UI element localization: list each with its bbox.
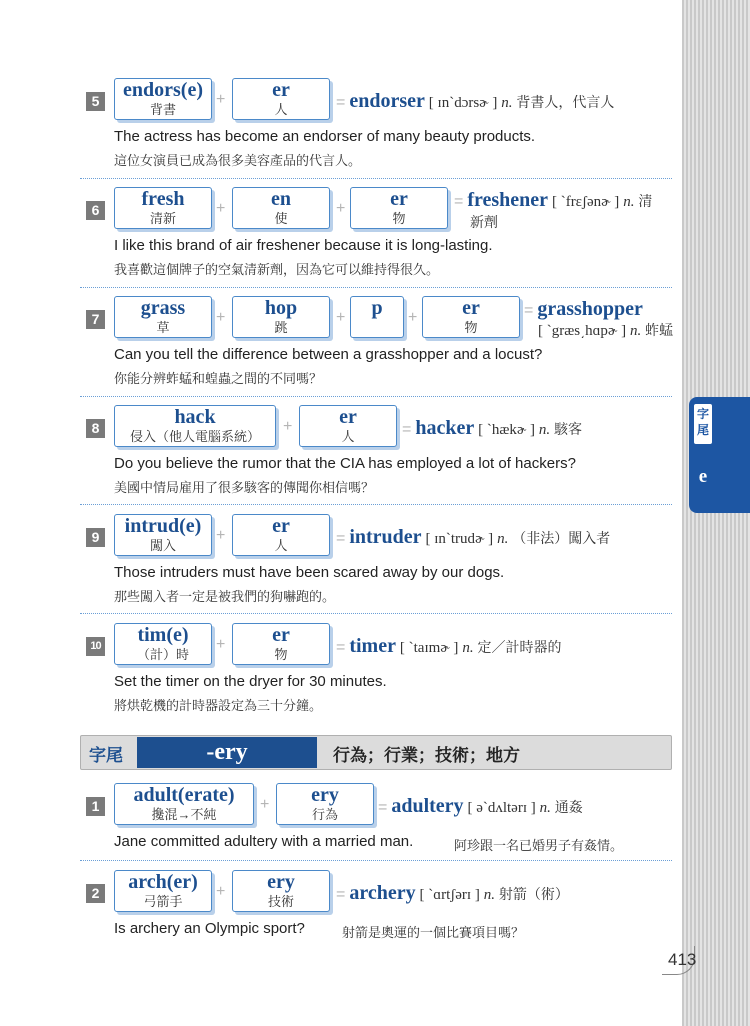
derived-word: = timer [ `taɪmɚ ] n. 定／計時器的 <box>336 635 562 657</box>
suffix-section-header <box>80 735 672 770</box>
morpheme-box: adult(erate) 攙混→不純 <box>114 783 254 825</box>
morpheme-box: er 物 <box>422 296 520 338</box>
morpheme-box: endors(e) 背書 <box>114 78 212 120</box>
plus-sign: + <box>216 200 226 217</box>
entry-number: 2 <box>86 884 105 903</box>
example-sentence: Jane committed adultery with a married man. <box>114 833 414 850</box>
example-sentence: Do you believe the rumor that the CIA has employed a lot of hackers? <box>114 455 576 472</box>
morpheme-box: er 物 <box>232 623 330 665</box>
morpheme-box: en 使 <box>232 187 330 229</box>
side-tab-letter: e <box>698 466 708 487</box>
example-sentence: The actress has become an endorser of many beauty products. <box>114 128 536 145</box>
example-translation: 這位女演員已成為很多美容產品的代言人。 <box>114 153 362 168</box>
plus-sign: + <box>260 796 270 813</box>
morpheme-box: er 物 <box>350 187 448 229</box>
divider <box>80 396 672 397</box>
example-translation: 那些闖入者一定是被我們的狗嚇跑的。 <box>114 589 336 604</box>
derived-word: = endorser [ ɪn`dɔrsɚ ] n. 背書人，代言人 <box>336 90 615 112</box>
section-meaning: 行為；行業；技術；地方 <box>333 746 520 765</box>
morpheme-box: tim(e) （計）時 <box>114 623 212 665</box>
plus-sign: + <box>216 636 226 653</box>
example-sentence: Those intruders must have been scared away by our dogs. <box>114 564 505 581</box>
morpheme-box: hack 侵入（他人電腦系統） <box>114 405 276 447</box>
derived-word: = adultery [ ə`dʌltərɪ ] n. 通姦 <box>378 795 583 817</box>
side-tab-label: 字尾 <box>694 404 712 444</box>
derived-word: = intruder [ ɪn`trudɚ ] n. （非法）闖入者 <box>336 526 611 548</box>
derived-word: = archery [ `ɑrtʃərɪ ] n. 射箭（術） <box>336 882 569 904</box>
derived-word: = hacker [ `hækɚ ] n. 駭客 <box>402 417 583 439</box>
derived-word: = freshener [ `frɛʃənɚ ] n. 清 <box>454 189 653 211</box>
example-translation: 我喜歡這個牌子的空氣清新劑，因為它可以維持得很久。 <box>114 262 440 277</box>
divider <box>80 613 672 614</box>
morpheme-box: grass 草 <box>114 296 212 338</box>
morpheme-box: er 人 <box>299 405 397 447</box>
morpheme-box: fresh 清新 <box>114 187 212 229</box>
example-translation: 阿珍跟一名已婚男子有姦情。 <box>454 838 624 853</box>
example-translation: 將烘乾機的計時器設定為三十分鐘。 <box>114 698 323 713</box>
plus-sign: + <box>336 200 346 217</box>
example-sentence: I like this brand of air freshener because it is long-lasting. <box>114 237 493 254</box>
plus-sign: + <box>216 527 226 544</box>
morpheme-box: ery 技術 <box>232 870 330 912</box>
plus-sign: + <box>216 309 226 326</box>
plus-sign: + <box>216 91 226 108</box>
divider <box>80 504 672 505</box>
plus-sign: + <box>336 309 346 326</box>
section-label: 字尾 <box>89 746 123 765</box>
page-edge-stripe <box>682 0 750 1026</box>
divider <box>80 178 672 179</box>
example-translation: 美國中情局雇用了很多駭客的傳聞你相信嗎？ <box>114 480 375 495</box>
divider <box>80 860 672 861</box>
entry-number: 1 <box>86 797 105 816</box>
entry-number: 7 <box>86 310 105 329</box>
morpheme-box: arch(er) 弓箭手 <box>114 870 212 912</box>
plus-sign: + <box>408 309 418 326</box>
entry-number: 5 <box>86 92 105 111</box>
plus-sign: + <box>216 883 226 900</box>
morpheme-box: er 人 <box>232 514 330 556</box>
derived-word-meaning-cont: 新劑 <box>470 214 498 230</box>
example-sentence: Is archery an Olympic sport? <box>114 920 305 937</box>
entry-number: 10 <box>86 637 105 656</box>
example-sentence: Set the timer on the dryer for 30 minutes. <box>114 673 387 690</box>
morpheme-box: intrud(e) 闖入 <box>114 514 212 556</box>
section-suffix: -ery <box>137 737 317 768</box>
example-sentence: Can you tell the difference between a grasshopper and a locust? <box>114 346 543 363</box>
derived-word: = grasshopper <box>524 298 643 320</box>
entry-number: 6 <box>86 201 105 220</box>
morpheme-box: er 人 <box>232 78 330 120</box>
entry-number: 9 <box>86 528 105 547</box>
example-translation: 射箭是奧運的一個比賽項目嗎？ <box>342 925 525 940</box>
morpheme-box: ery 行為 <box>276 783 374 825</box>
morpheme-box: hop 跳 <box>232 296 330 338</box>
divider <box>80 287 672 288</box>
derived-word-ipa: [ `græs͵hɑpɚ ] n. 蚱蜢 <box>538 322 674 339</box>
entry-number: 8 <box>86 419 105 438</box>
plus-sign: + <box>283 418 293 435</box>
page-number: 413 <box>668 950 697 969</box>
example-translation: 你能分辨蚱蜢和蝗蟲之間的不同嗎？ <box>114 371 323 386</box>
morpheme-box: p <box>350 296 404 338</box>
